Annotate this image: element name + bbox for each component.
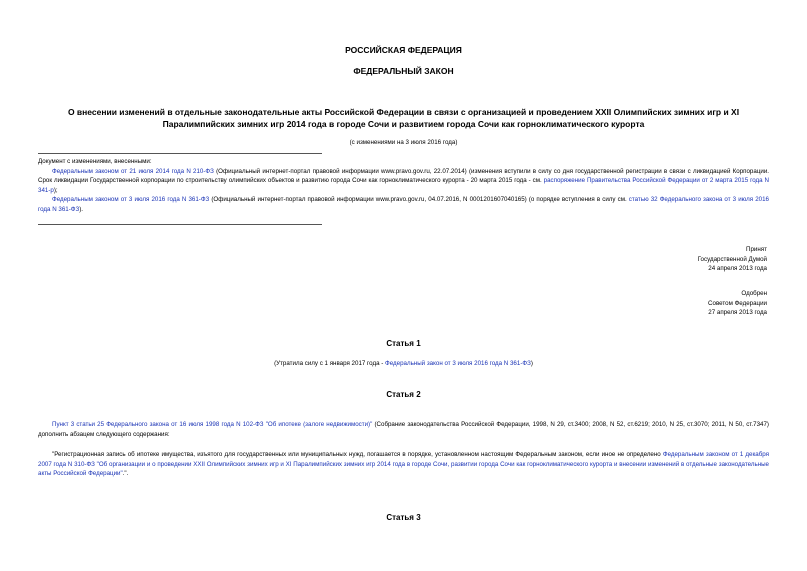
accepted-date: 24 апреля 2013 года xyxy=(708,265,767,272)
change-item-2 xyxy=(38,195,769,214)
document-type-heading: ФЕДЕРАЛЬНЫЙ ЗАКОН xyxy=(353,66,454,76)
approved-label: Одобрен xyxy=(741,290,767,297)
change-item-1-text: (Официальный интернет-портал правовой информации www.pravo.gov.ru, 22.07.2014) (изменения вступили в силу со дня государственной регистрации в связи с ликвидацией Корпорации. Срок ликвидации Государственной корпорации по строительству олимпийских объектов и развитию города Сочи как горноклиматического курорта - 20 марта 2015 года - см. xyxy=(38,167,769,184)
change-item-2-end: ). xyxy=(79,205,83,213)
adoption-council xyxy=(708,289,767,318)
article-2-text-2: "Регистрационная запись об ипотеке имущества, изъятого для государственных или муниципальных нужд, погашается в порядке, установленном настоящим Федеральным законом, если иное не определено xyxy=(52,451,663,458)
document-title-line-2: Паралимпийских зимних игр 2014 года в городе Сочи и развитием города Сочи как горноклиматического курорта xyxy=(162,119,645,129)
change-item-2-link[interactable]: Федеральным законом от 3 июля 2016 года N 361-ФЗ xyxy=(52,196,210,203)
change-item-1-link-2[interactable]: распоряжение Правительства Российской Федерации от 2 марта 2015 года N 341-р xyxy=(38,177,769,194)
changes-block xyxy=(38,157,769,214)
article-2-end: .". xyxy=(122,470,129,477)
changes-heading: Документ с изменениями, внесенными: xyxy=(38,158,152,165)
divider-top xyxy=(38,153,322,154)
article-1-heading: Статья 1 xyxy=(386,339,421,348)
country-heading: РОССИЙСКАЯ ФЕДЕРАЦИЯ xyxy=(345,45,462,55)
article-2-link-2[interactable]: Федеральным законом от 1 декабря 2007 года N 310-ФЗ "Об организации и о проведении XXII Олимпийских зимних игр и XI Паралимпийских зимних игр 2014 года в городе Сочи, развитии города Сочи как горноклиматического курорта и внесении изменений в отдельные законодательные акты Российской Федерации" xyxy=(38,451,770,477)
article-2-text-1: (Собрание законодательства Российской Федерации, 1998, N 29, ст.3400; 2008, N 52, ст.6219; 2010, N 25, ст.3070; 2011, N 50, ст.7347) дополнить абзацем следующего содержания: xyxy=(38,421,769,438)
article-3-heading: Статья 3 xyxy=(386,513,421,522)
article-1-text xyxy=(40,359,767,369)
article-2-heading: Статья 2 xyxy=(386,390,421,399)
edition-note: (с изменениями на 3 июля 2016 года) xyxy=(349,139,458,146)
change-item-1 xyxy=(38,167,769,196)
change-item-2-text: (Официальный интернет-портал правовой информации www.pravo.gov.ru, 04.07.2016, N 0001201607040165) (о порядке вступления в силу см. xyxy=(209,196,629,203)
change-item-1-link[interactable]: Федеральным законом от 21 июля 2014 года N 210-ФЗ xyxy=(52,167,214,175)
accepted-by: Государственной Думой xyxy=(697,255,767,263)
article-2-paragraph-1 xyxy=(38,420,769,439)
article-1-note: (Утратила силу с 1 января 2017 года - xyxy=(274,360,386,367)
document-title-line-1: О внесении изменений в отдельные законодательные акты Российской Федерации в связи с организацией и проведением XXII Олимпийских зимних игр и XI xyxy=(67,107,740,117)
article-1-link[interactable]: Федеральный закон от 3 июля 2016 года N 361-ФЗ xyxy=(385,360,531,367)
adoption-duma xyxy=(698,245,767,274)
approved-date: 27 апреля 2013 года xyxy=(708,309,767,316)
divider-bottom xyxy=(38,224,322,225)
approved-by: Советом Федерации xyxy=(708,299,767,307)
article-1-end: ) xyxy=(530,360,533,367)
change-item-1-end: ); xyxy=(53,186,58,194)
article-2-link-1[interactable]: Пункт 3 статьи 25 Федерального закона от 16 июля 1998 года N 102-ФЗ "Об ипотеке (залоге недвижимости)" xyxy=(52,421,373,428)
document-title xyxy=(40,106,767,130)
accepted-label: Принят xyxy=(746,246,767,253)
change-item-2-link-2[interactable]: статью 32 Федерального закона от 3 июля 2016 года N 361-ФЗ xyxy=(38,196,769,213)
article-2-paragraph-2 xyxy=(38,450,769,479)
